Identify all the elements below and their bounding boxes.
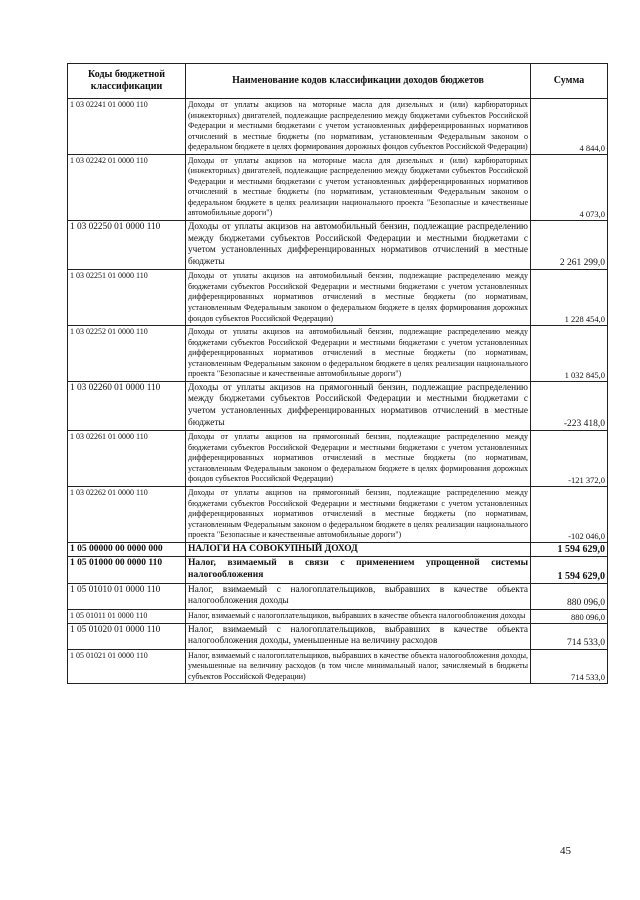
row-sum: 1 228 454,0 (531, 270, 608, 326)
row-code: 1 03 02252 01 0000 110 (68, 326, 186, 382)
row-code: 1 03 02250 01 0000 110 (68, 221, 186, 270)
page-number: 45 (560, 845, 571, 857)
table-header-row (68, 64, 608, 99)
header-codes: Коды бюджетной классификации (68, 64, 186, 99)
row-sum: 1 032 845,0 (531, 326, 608, 382)
budget-classification-table (67, 63, 608, 684)
row-name: Налог, взимаемый в связи с применением упрощенной системы налогообложения (186, 557, 531, 583)
table-row (68, 326, 608, 382)
header-sum: Сумма (531, 64, 608, 99)
table-row (68, 154, 608, 220)
row-code: 1 03 02261 01 0000 110 (68, 431, 186, 487)
row-code: 1 03 02242 01 0000 110 (68, 154, 186, 220)
row-sum: -223 418,0 (531, 381, 608, 430)
row-code: 1 05 01021 01 0000 110 (68, 649, 186, 684)
row-name: Доходы от уплаты акцизов на моторные масла для дизельных и (или) карбюраторных (инжекторных) двигателей, подлежащие распределению между бюджетами субъектов Российской Федерации и местными бюджетами с учетом установленных дифференцированных нормативов отчислений в местные бюджеты (по нормативам, установленным Федеральным законом о федеральном бюджете в целях формирования дорожных фондов субъектов Российской Федерации) (186, 99, 531, 155)
table-row (68, 270, 608, 326)
row-name: Доходы от уплаты акцизов на моторные масла для дизельных и (или) карбюраторных (инжекторных) двигателей, подлежащие распределению между бюджетами субъектов Российской Федерации и местными бюджетами с учетом установленных дифференцированных нормативов отчислений в местные бюджеты (по нормативам, установленным Федеральным законом о федеральном бюджете в целях реализации национального проекта "Безопасные и качественные автомобильные дороги") (186, 154, 531, 220)
row-name: Доходы от уплаты акцизов на прямогонный бензин, подлежащие распределению между бюджетами субъектов Российской Федерации и местными бюджетами с учетом установленных дифференцированных нормативов отчислений в местные бюджеты (по нормативам, установленным Федеральным законом о федеральном бюджете в целях формирования дорожных фондов субъектов Российской Федерации) (186, 431, 531, 487)
row-sum: 880 096,0 (531, 610, 608, 624)
row-name: Налог, взимаемый с налогоплательщиков, выбравших в качестве объекта налогообложения доходы, уменьшенные на величину расходов (в том числе минимальный налог, зачисляемый в бюджеты субъектов Российской Федерации) (186, 649, 531, 684)
row-name: Доходы от уплаты акцизов на автомобильный бензин, подлежащие распределению между бюджетами субъектов Российской Федерации и местными бюджетами с учетом установленных дифференцированных нормативов отчислений в местные бюджеты (186, 221, 531, 270)
table-row (68, 99, 608, 155)
table-row (68, 486, 608, 542)
row-sum: 4 073,0 (531, 154, 608, 220)
table-row (68, 649, 608, 684)
row-sum: -102 046,0 (531, 486, 608, 542)
row-sum: 1 594 629,0 (531, 542, 608, 557)
row-sum: 1 594 629,0 (531, 557, 608, 583)
row-sum: 880 096,0 (531, 583, 608, 609)
table-row (68, 623, 608, 649)
table-row (68, 221, 608, 270)
row-sum: 2 261 299,0 (531, 221, 608, 270)
row-name: Налог, взимаемый с налогоплательщиков, выбравших в качестве объекта налогообложения доходы (186, 583, 531, 609)
row-sum: 4 844,0 (531, 99, 608, 155)
row-code: 1 05 01010 01 0000 110 (68, 583, 186, 609)
row-sum: -121 372,0 (531, 431, 608, 487)
row-code: 1 05 01020 01 0000 110 (68, 623, 186, 649)
row-name: НАЛОГИ НА СОВОКУПНЫЙ ДОХОД (186, 542, 531, 557)
row-code: 1 03 02262 01 0000 110 (68, 486, 186, 542)
table-row (68, 610, 608, 624)
table-row (68, 583, 608, 609)
row-code: 1 03 02260 01 0000 110 (68, 381, 186, 430)
table-row-section (68, 542, 608, 557)
row-name: Доходы от уплаты акцизов на прямогонный бензин, подлежащие распределению между бюджетами субъектов Российской Федерации и местными бюджетами с учетом установленных дифференцированных нормативов отчислений в местные бюджеты (186, 381, 531, 430)
row-code: 1 05 01011 01 0000 110 (68, 610, 186, 624)
row-code: 1 03 02251 01 0000 110 (68, 270, 186, 326)
row-name: Налог, взимаемый с налогоплательщиков, выбравших в качестве объекта налогообложения доходы, уменьшенные на величину расходов (186, 623, 531, 649)
header-name: Наименование кодов классификации доходов бюджетов (186, 64, 531, 99)
row-code: 1 05 01000 00 0000 110 (68, 557, 186, 583)
row-sum: 714 533,0 (531, 623, 608, 649)
table-row (68, 381, 608, 430)
row-name: Доходы от уплаты акцизов на автомобильный бензин, подлежащие распределению между бюджетами субъектов Российской Федерации и местными бюджетами с учетом установленных дифференцированных нормативов отчислений в местные бюджеты (по нормативам, установленным Федеральным законом о федеральном бюджете в целях формирования дорожных фондов субъектов Российской Федерации) (186, 270, 531, 326)
table-row (68, 431, 608, 487)
row-sum: 714 533,0 (531, 649, 608, 684)
row-name: Налог, взимаемый с налогоплательщиков, выбравших в качестве объекта налогообложения доходы (186, 610, 531, 624)
row-name: Доходы от уплаты акцизов на прямогонный бензин, подлежащие распределению между бюджетами субъектов Российской Федерации и местными бюджетами с учетом установленных дифференцированных нормативов отчислений в местные бюджеты (по нормативам, установленным Федеральным законом о федеральном бюджете в целях реализации национального проекта "Безопасные и качественные автомобильные дороги") (186, 486, 531, 542)
row-code: 1 03 02241 01 0000 110 (68, 99, 186, 155)
row-name: Доходы от уплаты акцизов на автомобильный бензин, подлежащие распределению между бюджетами субъектов Российской Федерации и местными бюджетами с учетом установленных дифференцированных нормативов отчислений в местные бюджеты (по нормативам, установленным Федеральным законом о федеральном бюджете в целях реализации национального проекта "Безопасные и качественные автомобильные дороги") (186, 326, 531, 382)
row-code: 1 05 00000 00 0000 000 (68, 542, 186, 557)
table-row-subsection (68, 557, 608, 583)
